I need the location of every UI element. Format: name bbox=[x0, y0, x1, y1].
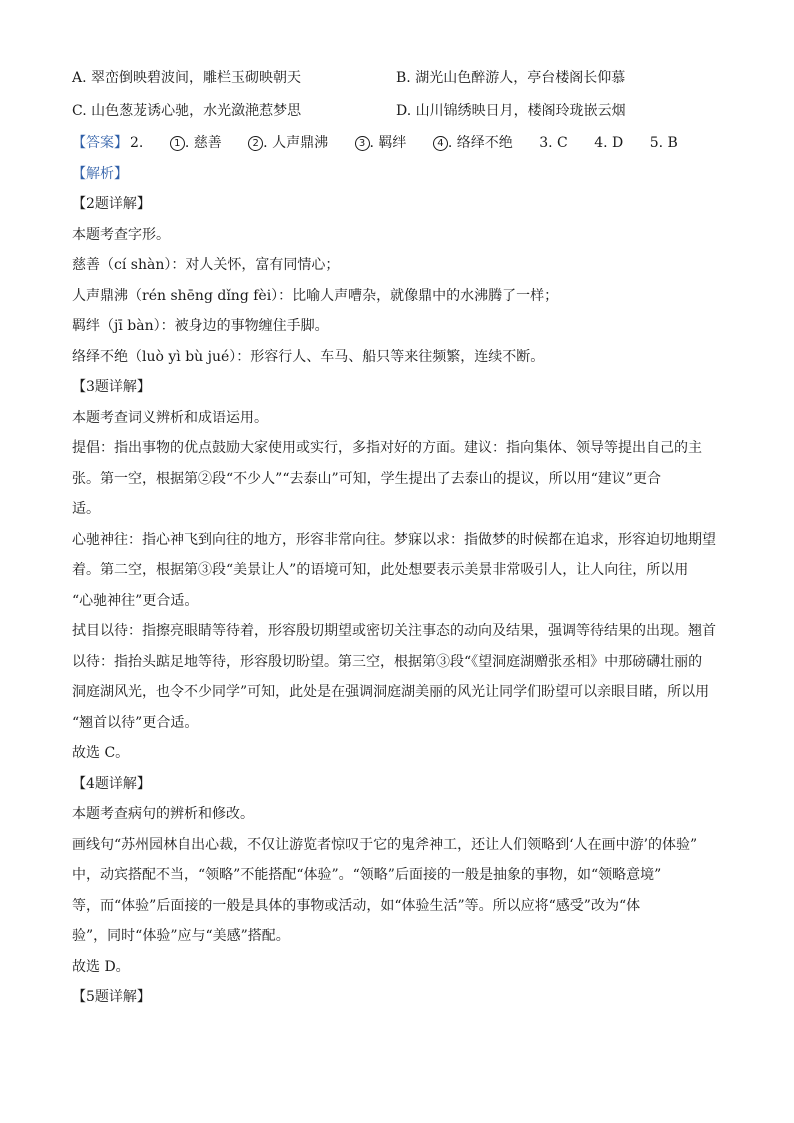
answer-q3: 3. C bbox=[539, 135, 568, 151]
section-3-line: 以待：指抬头踮足地等待，形容殷切盼望。第三空，根据第③段“《望洞庭湖赠张丞相》中那磅礴壮丽的 bbox=[72, 653, 703, 670]
section-3-line: 故选 C。 bbox=[72, 745, 130, 761]
answer-item-4 bbox=[433, 128, 513, 159]
section-4-line: 故选 D。 bbox=[72, 958, 130, 975]
section-3-line: “翘首以待”更合适。 bbox=[72, 714, 199, 731]
section-2-line: 本题考查字形。 bbox=[72, 226, 170, 243]
section-2-line: 慈善（cí shàn）：对人关怀，富有同情心； bbox=[72, 257, 340, 273]
answer-tag: 【答案】 bbox=[72, 135, 128, 151]
circled-number-1: 1 bbox=[170, 136, 185, 151]
section-2-heading: 【2题详解】 bbox=[72, 196, 151, 212]
answer-item-3 bbox=[355, 128, 407, 159]
section-2-line: 羁绊（jī bàn）：被身边的事物缠住手脚。 bbox=[72, 318, 329, 334]
options-row-2 bbox=[72, 95, 724, 128]
option-c: C. 山色葱茏诱心驰，水光潋滟惹梦思 bbox=[72, 103, 302, 119]
section-3-line: 提倡：指出事物的优点鼓励大家使用或实行，多指对好的方面。建议：指向集体、领导等提出自己的主 bbox=[72, 440, 702, 456]
option-a: A. 翠峦倒映碧波间，雕栏玉砌映朝天 bbox=[72, 70, 302, 86]
answer-item-1-text: . 慈善 bbox=[184, 135, 222, 151]
section-5-heading: 【5题详解】 bbox=[72, 989, 151, 1005]
section-3-line: 拭目以待：指擦亮眼睛等待着，形容殷切期望或密切关注事态的动向及结果，强调等待结果的出现。翘首 bbox=[72, 623, 716, 639]
section-4-line: 中，动宾搭配不当，“领略”不能搭配“体验”。“领略”后面接的一般是抽象的事物，如“领略意境” bbox=[72, 867, 662, 883]
options-row-1 bbox=[72, 62, 724, 95]
section-3-line: “心驰神往”更合适。 bbox=[72, 592, 199, 609]
circled-number-3: 3 bbox=[355, 136, 370, 151]
section-4-heading: 【4题详解】 bbox=[72, 775, 151, 792]
answer-q5: 5. B bbox=[649, 135, 678, 151]
section-3-line: 适。 bbox=[72, 501, 100, 517]
section-3-line: 洞庭湖风光，也令不少同学”可知，此处是在强调洞庭湖美丽的风光让同学们盼望可以亲眼目睹，所以用 bbox=[72, 684, 710, 700]
section-3-heading: 【3题详解】 bbox=[72, 379, 151, 395]
answer-q4: 4. D bbox=[594, 135, 624, 151]
section-3-line: 心驰神往：指心神飞到向往的地方，形容非常向往。梦寐以求：指做梦的时候都在追求，形容迫切地期望 bbox=[72, 531, 716, 548]
section-4-line: 画线句“苏州园林自出心裁，不仅让游览者惊叹于它的鬼斧神工，还让人们领略到‘人在画中游’的体验” bbox=[72, 836, 698, 853]
circled-number-2: 2 bbox=[248, 136, 263, 151]
section-2-line: 络绎不绝（luò yì bù jué）：形容行人、车马、船只等来往频繁，连续不断。 bbox=[72, 348, 545, 365]
answer-item-4-text: . 络绎不绝 bbox=[447, 135, 513, 151]
document-page bbox=[72, 62, 724, 1013]
section-4-line: 等，而“体验”后面接的一般是具体的事物或活动，如“体验生活”等。所以应将“感受”改为“体 bbox=[72, 897, 641, 914]
answer-item-2-text: . 人声鼎沸 bbox=[263, 135, 329, 151]
answer-q2: 2. bbox=[130, 135, 144, 151]
answer-line bbox=[72, 128, 724, 159]
analysis-heading: 【解析】 bbox=[72, 165, 128, 182]
section-3-line: 张。第一空，根据第②段“不少人”“去泰山”可知，学生提出了去泰山的提议，所以用“建议”更合 bbox=[72, 470, 661, 487]
option-b: B. 湖光山色醉游人，亭台楼阁长仰慕 bbox=[396, 70, 626, 86]
section-4-line: 验”，同时“体验”应与“美感”搭配。 bbox=[72, 928, 290, 944]
section-4-line: 本题考查病句的辨析和修改。 bbox=[72, 806, 254, 822]
answer-item-3-text: . 羁绊 bbox=[369, 135, 407, 151]
section-3-line: 本题考查词义辨析和成语运用。 bbox=[72, 409, 268, 426]
section-3-line: 着。第二空，根据第③段“美景让人”的语境可知，此处想要表示美景非常吸引人，让人向往，所以用 bbox=[72, 562, 689, 578]
answer-item-1 bbox=[170, 128, 222, 159]
circled-number-4: 4 bbox=[433, 136, 448, 151]
answer-item-2 bbox=[248, 128, 328, 159]
section-2-line: 人声鼎沸（rén shēng dǐng fèi）：比喻人声嘈杂，就像鼎中的水沸腾了一样； bbox=[72, 287, 559, 304]
option-d: D. 山川锦绣映日月，楼阁玲珑嵌云烟 bbox=[396, 103, 626, 119]
